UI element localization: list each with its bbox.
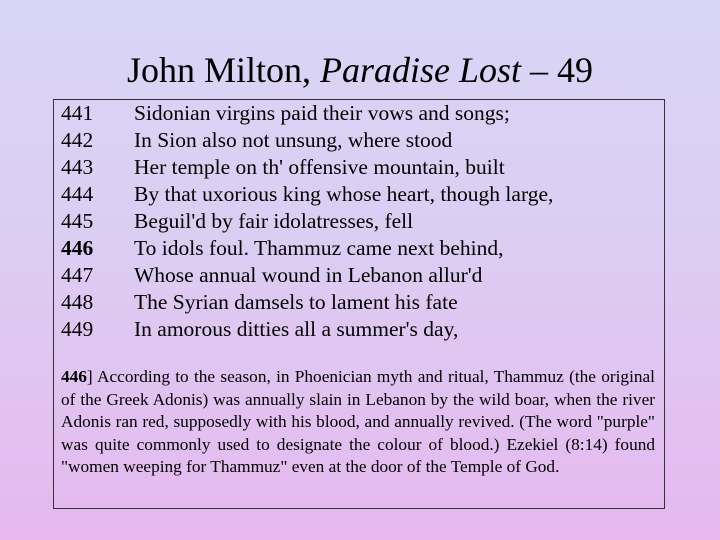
- title-suffix: – 49: [530, 50, 594, 90]
- slide-title: [0, 48, 720, 92]
- line-number: 442: [61, 128, 94, 152]
- verse-line: [61, 235, 504, 262]
- verse-text: Sidonian virgins paid their vows and songs;: [134, 101, 510, 125]
- title-work: Paradise Lost: [320, 50, 522, 90]
- verse-text: By that uxorious king whose heart, though large,: [134, 182, 554, 206]
- line-number: 447: [61, 263, 94, 287]
- verse-text: In Sion also not unsung, where stood: [134, 128, 453, 152]
- verse-box: [53, 99, 665, 509]
- line-number: 445: [61, 209, 94, 233]
- verse-text: Whose annual wound in Lebanon allur'd: [134, 263, 483, 287]
- footnote-ref: 446: [61, 367, 87, 386]
- verse-line: [61, 289, 458, 316]
- verse-text: To idols foul. Thammuz came next behind,: [134, 236, 504, 260]
- title-author: John Milton,: [126, 50, 311, 90]
- line-number: 443: [61, 155, 94, 179]
- footnote: [61, 366, 655, 479]
- verse-line: [61, 154, 505, 181]
- verse-line: [61, 316, 458, 343]
- verse-text: Her temple on th' offensive mountain, built: [134, 155, 505, 179]
- verse-line: [61, 127, 452, 154]
- verse-text: The Syrian damsels to lament his fate: [134, 290, 458, 314]
- verse-line: [61, 262, 482, 289]
- verse-text: In amorous ditties all a summer's day,: [134, 317, 459, 341]
- line-number: 441: [61, 101, 94, 125]
- line-number: 444: [61, 182, 94, 206]
- line-number: 449: [61, 317, 94, 341]
- verse-line: [61, 181, 553, 208]
- line-number: 448: [61, 290, 94, 314]
- verse-line: [61, 208, 413, 235]
- line-number: 446: [61, 236, 94, 260]
- verse-text: Beguil'd by fair idolatresses, fell: [134, 209, 414, 233]
- verse-line: [61, 100, 510, 127]
- footnote-text: ] According to the season, in Phoenician myth and ritual, Thammuz (the original of the Greek Adonis) was annually slain in Lebanon by the wild boar, when the river Adonis ran red, supposedly with his blood, and annually revived. (The word "purple" was quite commonly used to designate the colour of blood.) Ezekiel (8:14) found "women weeping for Thammuz" even at the door of the Temple of God.: [61, 367, 655, 476]
